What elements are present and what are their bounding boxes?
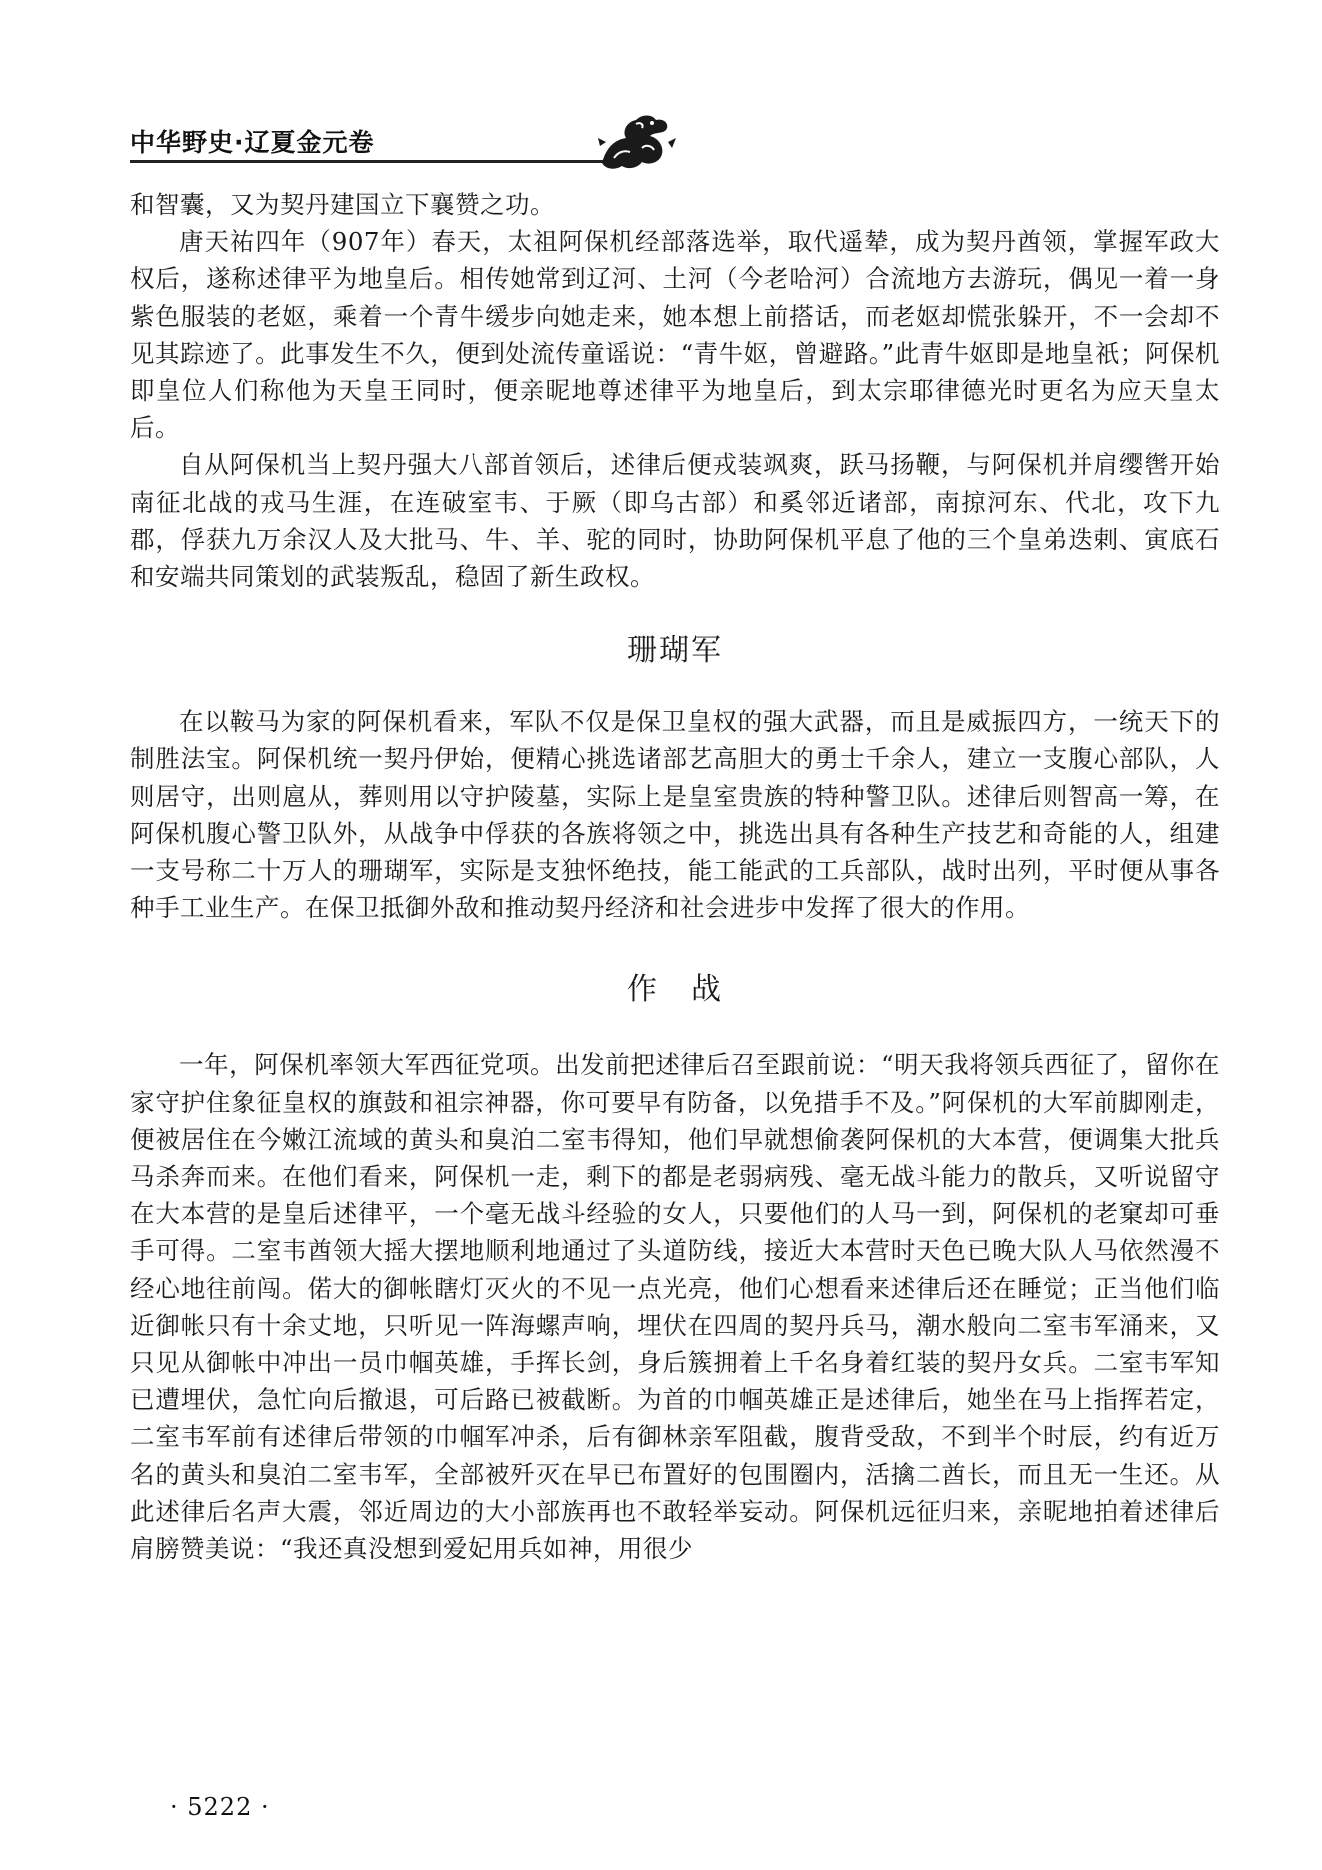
coral-army-paragraph: 在以鞍马为家的阿保机看来，军队不仅是保卫皇权的强大武器，而且是威振四方，一统天下的制胜法宝。阿保机统一契丹伊始，便精心挑选诸部艺高胆大的勇士千余人，建立一支腹心部队，人则居守，出则扈从，葬则用以守护陵墓，实际上是皇室贵族的特种警卫队。述律后则智高一筹，在阿保机腹心警卫队外，从战争中俘获的各族将领之中，挑选出具有各种生产技艺和奇能的人，组建一支号称二十万人的珊瑚军，实际是支独怀绝技，能工能武的工兵部队，战时出列，平时便从事各种手工业生产。在保卫抵御外敌和推动契丹经济和社会进步中发挥了很大的作用。	[130, 707, 1220, 923]
intro-paragraph-1: 和智囊，又为契丹建国立下襄赞之功。	[130, 190, 555, 219]
page-number: · 5222 ·	[170, 1793, 270, 1821]
dragon-ornament-icon	[592, 108, 677, 173]
section-heading-battle: 作 战	[627, 972, 723, 1008]
intro-paragraph-2: 唐天祐四年（907年）春天，太祖阿保机经部落选举，取代遥辇，成为契丹酋领，掌握军政大权后，遂称述律平为地皇后。相传她常到辽河、土河（今老哈河）合流地方去游玩，偶见一着一身紫色服装的老妪，乘着一个青牛缓步向她走来，她本想上前搭话，而老妪却慌张躲开，不一会却不见其踪迹了。此事发生不久，便到处流传童谣说：“青牛妪，曾避路。”此青牛妪即是地皇祇；阿保机即皇位人们称他为天皇王同时，便亲昵地尊述律平为地皇后，到太宗耶律德光时更名为应天皇太后。	[130, 227, 1220, 443]
header-rule	[130, 160, 610, 163]
section-heading-coral-army: 珊瑚军	[627, 633, 723, 669]
page-header	[130, 108, 1230, 168]
battle-paragraph: 一年，阿保机率领大军西征党项。出发前把述律后召至跟前说：“明天我将领兵西征了，留你在家守护住象征皇权的旗鼓和祖宗神器，你可要早有防备，以免措手不及。”阿保机的大军前脚刚走，便被居住在今嫩江流域的黄头和臭泊二室韦得知，他们早就想偷袭阿保机的大本营，便调集大批兵马杀奔而来。在他们看来，阿保机一走，剩下的都是老弱病残、毫无战斗能力的散兵，又听说留守在大本营的是皇后述律平，一个毫无战斗经验的女人，只要他们的人马一到，阿保机的老窠却可垂手可得。二室韦酋领大摇大摆地顺利地通过了头道防线，接近大本营时天色已晚大队人马依然漫不经心地往前闯。偌大的御帐瞎灯灭火的不见一点光亮，他们心想看来述律后还在睡觉；正当他们临近御帐只有十余丈地，只听见一阵海螺声响，埋伏在四周的契丹兵马，潮水般向二室韦军涌来，又只见从御帐中冲出一员巾帼英雄，手挥长剑，身后簇拥着上千名身着红装的契丹女兵。二室韦军知已遭埋伏，急忙向后撤退，可后路已被截断。为首的巾帼英雄正是述律后，她坐在马上指挥若定，二室韦军前有述律后带领的巾帼军冲杀，后有御林亲军阻截，腹背受敌，不到半个时辰，约有近万名的黄头和臭泊二室韦军，全部被歼灭在早已布置好的包围圈内，活擒二酋长，而且无一生还。从此述律后名声大震，邻近周边的大小部族再也不敢轻举妄动。阿保机远征归来，亲昵地拍着述律后肩膀赞美说：“我还真没想到爱妃用兵如神，用很少	[130, 1050, 1220, 1564]
book-title: 中华野史·辽夏金元卷	[130, 128, 375, 157]
intro-paragraph-3: 自从阿保机当上契丹强大八部首领后，述律后便戎装飒爽，跃马扬鞭，与阿保机并肩缨辔开始南征北战的戎马生涯，在连破室韦、于厥（即乌古部）和奚邻近诸部，南掠河东、代北，攻下九郡，俘获九万余汉人及大批马、牛、羊、驼的同时，协助阿保机平息了他的三个皇弟迭剌、寅底石和安端共同策划的武装叛乱，稳固了新生政权。	[130, 450, 1220, 592]
main-content	[130, 186, 1220, 1567]
